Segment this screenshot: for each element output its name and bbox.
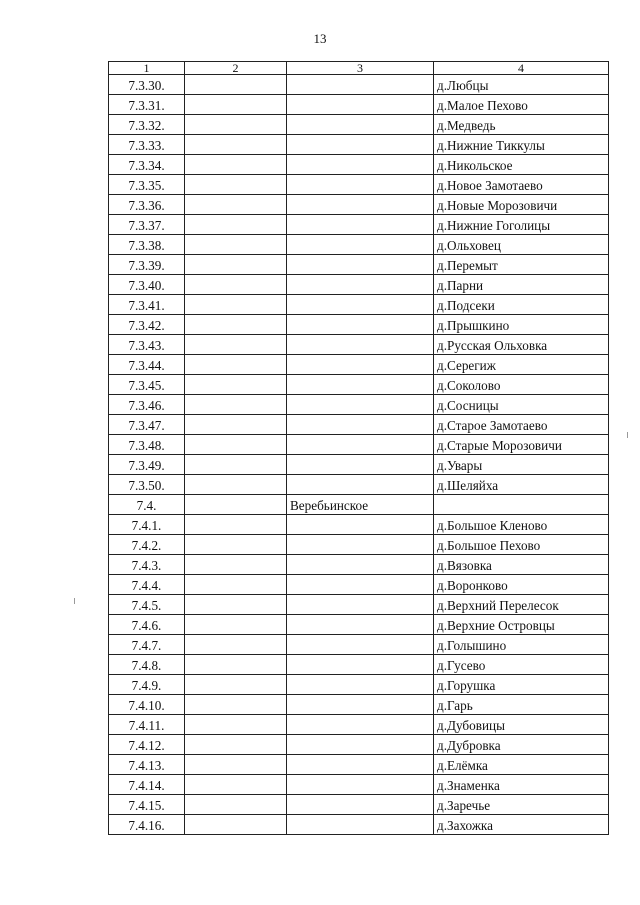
settlement-name-cell: д.Новые Морозовичи [434,195,609,215]
col2-cell [185,755,287,775]
district-cell [287,75,434,95]
settlement-name-cell: д.Дубовицы [434,715,609,735]
code-cell: 7.3.41. [109,295,185,315]
settlement-name-cell: д.Большое Пехово [434,535,609,555]
col2-cell [185,795,287,815]
page-number: 13 [313,31,327,46]
col2-cell [185,175,287,195]
table-row [109,215,609,235]
settlement-name-cell: д.Верхний Перелесок [434,595,609,615]
code-cell: 7.3.44. [109,355,185,375]
table-row [109,95,609,115]
settlement-name-cell: д.Медведь [434,115,609,135]
code-cell: 7.3.49. [109,455,185,475]
table-row [109,795,609,815]
col2-cell [185,435,287,455]
code-cell: 7.3.32. [109,115,185,135]
district-cell [287,615,434,635]
code-cell: 7.3.42. [109,315,185,335]
col2-cell [185,195,287,215]
col2-cell [185,715,287,735]
district-cell [287,815,434,835]
code-cell: 7.3.35. [109,175,185,195]
col2-cell [185,495,287,515]
district-cell [287,135,434,155]
col2-cell [185,515,287,535]
table-row [109,195,609,215]
code-cell: 7.4.13. [109,755,185,775]
settlement-name-cell: д.Перемыт [434,255,609,275]
col2-cell [185,815,287,835]
col2-cell [185,75,287,95]
table-row [109,775,609,795]
col2-cell [185,775,287,795]
table-row [109,715,609,735]
code-cell: 7.3.36. [109,195,185,215]
settlement-name-cell: д.Елёмка [434,755,609,775]
code-cell: 7.3.48. [109,435,185,455]
settlement-name-cell: д.Прышкино [434,315,609,335]
col2-cell [185,155,287,175]
table-row [109,535,609,555]
code-cell: 7.3.37. [109,215,185,235]
col2-cell [185,735,287,755]
code-cell: 7.3.34. [109,155,185,175]
settlement-name-cell: д.Старые Морозовичи [434,435,609,455]
settlement-name-cell: д.Горушка [434,675,609,695]
district-cell [287,655,434,675]
settlement-name-cell: д.Никольское [434,155,609,175]
code-cell: 7.3.40. [109,275,185,295]
col2-cell [185,95,287,115]
district-cell [287,735,434,755]
col2-cell [185,455,287,475]
code-cell: 7.3.31. [109,95,185,115]
settlements-table [108,61,609,835]
col2-cell [185,475,287,495]
code-cell: 7.4.6. [109,615,185,635]
settlement-name-cell: д.Вязовка [434,555,609,575]
col2-cell [185,535,287,555]
district-cell [287,575,434,595]
table-row [109,415,609,435]
table-row [109,695,609,715]
code-cell: 7.4.16. [109,815,185,835]
settlement-name-cell [434,495,609,515]
col2-cell [185,655,287,675]
district-cell [287,595,434,615]
table-row [109,495,609,515]
col2-cell [185,295,287,315]
code-cell: 7.4.1. [109,515,185,535]
district-cell [287,155,434,175]
district-cell [287,175,434,195]
district-cell [287,515,434,535]
code-cell: 7.4.10. [109,695,185,715]
scan-artifact [74,598,75,604]
district-cell [287,115,434,135]
table-row [109,335,609,355]
district-cell [287,795,434,815]
table-row [109,455,609,475]
district-cell [287,255,434,275]
col2-cell [185,695,287,715]
district-cell [287,355,434,375]
settlement-name-cell: д.Подсеки [434,295,609,315]
table-row [109,395,609,415]
district-cell [287,475,434,495]
column-header-1: 1 [109,62,185,75]
settlement-name-cell: д.Парни [434,275,609,295]
table-row [109,675,609,695]
district-cell [287,375,434,395]
code-cell: 7.4.11. [109,715,185,735]
settlement-name-cell: д.Новое Замотаево [434,175,609,195]
district-cell [287,235,434,255]
col2-cell [185,355,287,375]
col2-cell [185,275,287,295]
code-cell: 7.4.5. [109,595,185,615]
settlement-name-cell: д.Голышино [434,635,609,655]
district-cell [287,695,434,715]
table-row [109,315,609,335]
settlement-name-cell: д.Нижние Тиккулы [434,135,609,155]
table-row [109,175,609,195]
table-row [109,275,609,295]
table-row [109,575,609,595]
column-header-4: 4 [434,62,609,75]
table-row [109,515,609,535]
table-header-row [109,62,609,75]
col2-cell [185,555,287,575]
table-row [109,615,609,635]
column-header-3: 3 [287,62,434,75]
settlement-name-cell: д.Русская Ольховка [434,335,609,355]
table-row [109,755,609,775]
district-cell [287,335,434,355]
settlement-name-cell: д.Сосницы [434,395,609,415]
column-header-2: 2 [185,62,287,75]
table-row [109,815,609,835]
code-cell: 7.4.12. [109,735,185,755]
table-row [109,475,609,495]
table-row [109,355,609,375]
settlement-name-cell: д.Ольховец [434,235,609,255]
table-row [109,295,609,315]
table-row [109,555,609,575]
col2-cell [185,635,287,655]
district-cell: Веребьинское [287,495,434,515]
table-row [109,135,609,155]
settlement-name-cell: д.Захожка [434,815,609,835]
settlement-name-cell: д.Нижние Гоголицы [434,215,609,235]
table-row [109,635,609,655]
code-cell: 7.3.50. [109,475,185,495]
settlement-name-cell: д.Воронково [434,575,609,595]
table-row [109,75,609,95]
settlement-name-cell: д.Гусево [434,655,609,675]
settlement-name-cell: д.Увары [434,455,609,475]
district-cell [287,635,434,655]
settlement-name-cell: д.Малое Пехово [434,95,609,115]
district-cell [287,755,434,775]
district-cell [287,315,434,335]
settlement-name-cell: д.Серегиж [434,355,609,375]
col2-cell [185,115,287,135]
code-cell: 7.3.45. [109,375,185,395]
settlement-name-cell: д.Соколово [434,375,609,395]
table-row [109,735,609,755]
col2-cell [185,675,287,695]
district-cell [287,675,434,695]
table-row [109,375,609,395]
code-cell: 7.3.47. [109,415,185,435]
code-cell: 7.3.39. [109,255,185,275]
settlement-name-cell: д.Большое Кленово [434,515,609,535]
col2-cell [185,575,287,595]
settlement-name-cell: д.Дубровка [434,735,609,755]
table-row [109,255,609,275]
code-cell: 7.4.14. [109,775,185,795]
district-cell [287,455,434,475]
code-cell: 7.3.30. [109,75,185,95]
code-cell: 7.4.2. [109,535,185,555]
code-cell: 7.4.3. [109,555,185,575]
col2-cell [185,235,287,255]
district-cell [287,555,434,575]
district-cell [287,435,434,455]
table-row [109,235,609,255]
col2-cell [185,315,287,335]
district-cell [287,215,434,235]
settlement-name-cell: д.Верхние Островцы [434,615,609,635]
district-cell [287,395,434,415]
district-cell [287,415,434,435]
col2-cell [185,375,287,395]
col2-cell [185,615,287,635]
code-cell: 7.4.4. [109,575,185,595]
table-row [109,115,609,135]
settlement-name-cell: д.Заречье [434,795,609,815]
col2-cell [185,415,287,435]
settlement-name-cell: д.Знаменка [434,775,609,795]
code-cell: 7.4.7. [109,635,185,655]
code-cell: 7.3.46. [109,395,185,415]
col2-cell [185,255,287,275]
settlement-name-cell: д.Старое Замотаево [434,415,609,435]
col2-cell [185,335,287,355]
scan-artifact [627,432,628,438]
code-cell: 7.4.15. [109,795,185,815]
table-row [109,655,609,675]
district-cell [287,295,434,315]
table-row [109,595,609,615]
district-cell [287,715,434,735]
code-cell: 7.4.8. [109,655,185,675]
code-cell: 7.3.38. [109,235,185,255]
district-cell [287,95,434,115]
district-cell [287,275,434,295]
code-cell: 7.4. [109,495,185,515]
col2-cell [185,135,287,155]
table-row [109,155,609,175]
code-cell: 7.3.43. [109,335,185,355]
settlement-name-cell: д.Гарь [434,695,609,715]
table-row [109,435,609,455]
settlement-name-cell: д.Шеляйха [434,475,609,495]
code-cell: 7.4.9. [109,675,185,695]
district-cell [287,535,434,555]
district-cell [287,195,434,215]
code-cell: 7.3.33. [109,135,185,155]
col2-cell [185,215,287,235]
district-cell [287,775,434,795]
col2-cell [185,395,287,415]
settlement-name-cell: д.Любцы [434,75,609,95]
col2-cell [185,595,287,615]
